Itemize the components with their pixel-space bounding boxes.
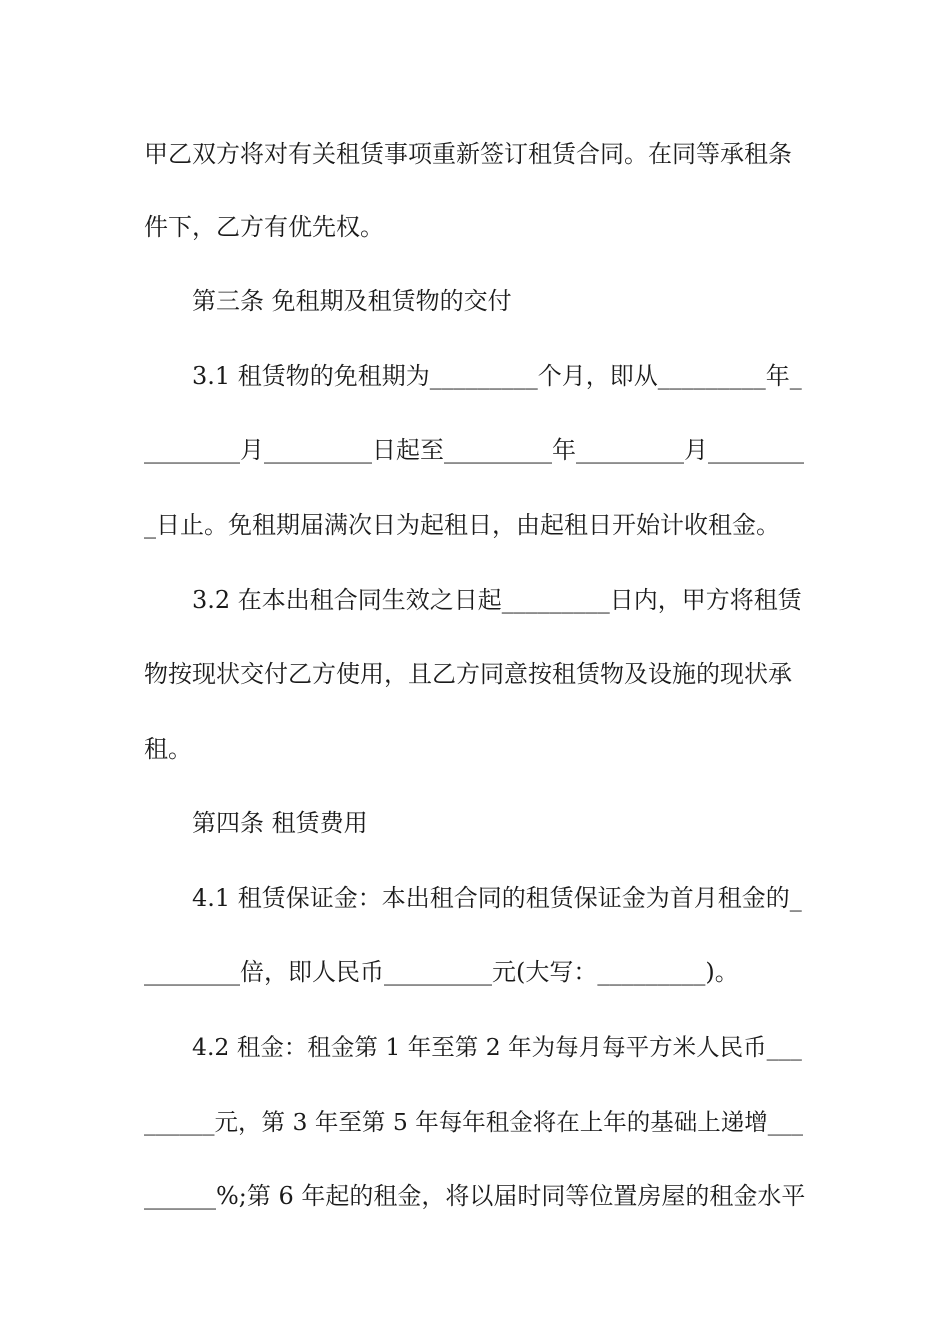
paragraph-line: ________倍，即人民币_________元(大写：_________)。 — [144, 958, 739, 986]
paragraph-line: ________月_________日起至_________年_________月________ — [144, 436, 804, 464]
clause-3-1: 3.1 租赁物的免租期为_________个月，即从_________年_ — [192, 362, 802, 390]
paragraph-line: 物按现状交付乙方使用，且乙方同意按租赁物及设施的现状承 — [144, 660, 792, 688]
paragraph-line: _日止。免租期届满次日为起租日，由起租日开始计收租金。 — [144, 511, 780, 539]
paragraph-line: 甲乙双方将对有关租赁事项重新签订租赁合同。在同等承租条 — [144, 140, 792, 168]
section-heading-4: 第四条 租赁费用 — [192, 809, 368, 837]
paragraph-line: ______%;第 6 年起的租金，将以届时同等位置房屋的租金水平 — [144, 1182, 806, 1210]
clause-4-1: 4.1 租赁保证金：本出租合同的租赁保证金为首月租金的_ — [192, 884, 802, 912]
paragraph-line: ______元，第 3 年至第 5 年每年租金将在上年的基础上递增___ — [144, 1108, 804, 1136]
clause-4-2: 4.2 租金：租金第 1 年至第 2 年为每月每平方米人民币___ — [192, 1033, 802, 1061]
section-heading-3: 第三条 免租期及租赁物的交付 — [192, 287, 512, 315]
paragraph-line: 租。 — [144, 735, 192, 763]
clause-3-2: 3.2 在本出租合同生效之日起_________日内，甲方将租赁 — [192, 586, 802, 614]
paragraph-line: 件下，乙方有优先权。 — [144, 213, 384, 241]
